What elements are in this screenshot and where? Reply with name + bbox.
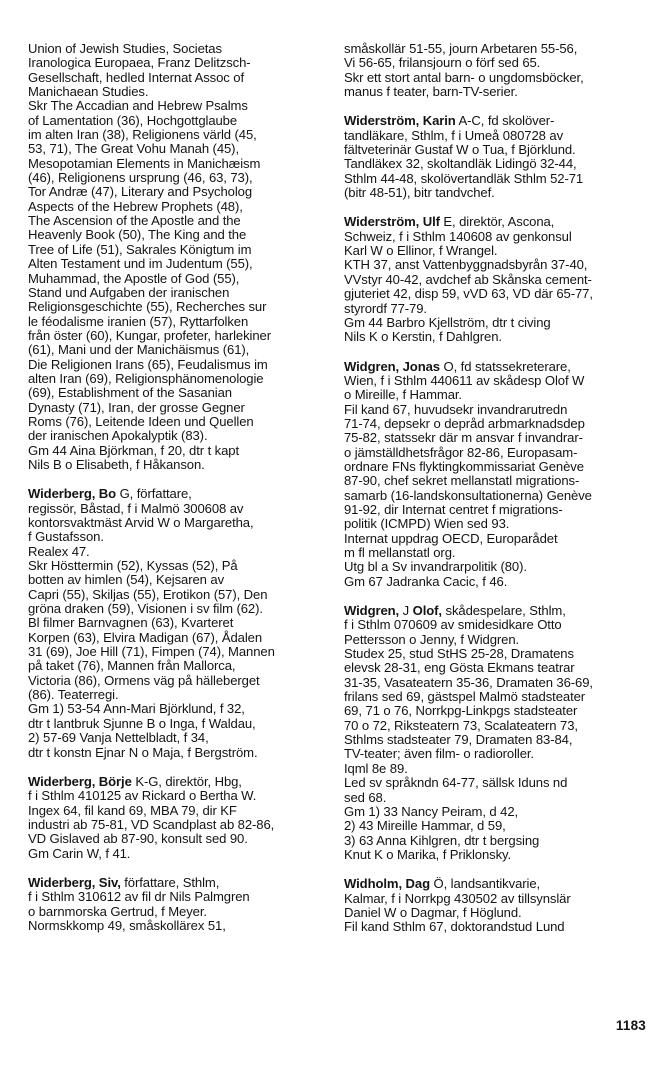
text-line: Bl filmer Barnvagnen (63), Kvarteret xyxy=(28,615,234,631)
text-line: 91-92, dir Internat centret f migrations- xyxy=(344,501,563,517)
text-line: le féodalisme iranien (57), Ryttarfolken xyxy=(28,313,249,329)
text-line: f Gustafsson. xyxy=(28,529,104,545)
entry-heading-line xyxy=(344,215,656,229)
entry-widgren-jonas xyxy=(344,360,656,590)
right-column xyxy=(344,42,656,950)
text-line: Nils B o Elisabeth, f Håkanson. xyxy=(28,456,205,472)
entry-name: Widerberg, Siv, xyxy=(28,874,121,890)
text-line: 75-82, statssekr där m ansvar f invandrar- xyxy=(344,430,583,446)
text-line: gjuteriet 42, disp 59, vVD 63, VD där 65-77, xyxy=(344,286,593,302)
text-line: Gm 1) 53-54 Ann-Mari Björklund, f 32, xyxy=(28,701,245,717)
text-line: o barnmorska Gertrud, f Meyer. xyxy=(28,903,207,919)
text-line: frilans sed 69, gästspel Malmö stadsteater xyxy=(344,689,586,705)
text-line: politik (ICMPD) Wien sed 93. xyxy=(344,516,510,532)
entry-widerstrom-ulf xyxy=(344,215,656,344)
text-line: elevsk 28-31, eng Gösta Ekmans teatrar xyxy=(344,660,575,676)
text-line: gröna draken (59), Visionen i sv film (62). xyxy=(28,601,263,617)
text-line: Kalmar, f i Norrkpg 430502 av tillsynslär xyxy=(344,890,571,906)
entry-widerberg-siv xyxy=(28,876,328,933)
text-line: sed 68. xyxy=(344,789,387,805)
text-line: Skr The Accadian and Hebrew Psalms xyxy=(28,98,248,114)
text-line: Roms (76), Leitende Ideen und Quellen xyxy=(28,413,254,429)
text-line: Skr Hösttermin (52), Kyssas (52), På xyxy=(28,558,238,574)
entry-heading-line xyxy=(344,877,656,891)
text-line: Stand und Aufgaben der iranischen xyxy=(28,284,230,300)
text-line: dtr t konstn Ejnar N o Maja, f Bergström. xyxy=(28,744,258,760)
text-line: 2) 43 Mireille Hammar, d 59, xyxy=(344,818,506,834)
text-line: f i Sthlm 410125 av Rickard o Bertha W. xyxy=(28,788,257,804)
entry-widerberg-bo xyxy=(28,487,328,760)
text-line: 31 (69), Joe Hill (71), Fimpen (74), Mannen xyxy=(28,644,275,660)
text-line: Gm 44 Barbro Kjellström, dtr t civing xyxy=(344,314,551,330)
text-line: 87-90, chef sekret mellanstatl migrations- xyxy=(344,473,580,489)
text-line: Wien, f i Sthlm 440611 av skådesp Olof W xyxy=(344,372,585,388)
text-line: Vi 56-65, frilansjourn o förf sed 65. xyxy=(344,55,541,71)
text-line: Iranologica Europaea, Franz Delitzsch- xyxy=(28,55,251,71)
text-line: 2) 57-69 Vanja Nettelbladt, f 34, xyxy=(28,730,209,746)
text-line: Sthlms stadsteater 79, Dramaten 83-84, xyxy=(344,732,573,748)
text-line: styrordf 77-79. xyxy=(344,300,427,316)
text-line: TV-teater; även film- o radioroller. xyxy=(344,746,534,762)
text-line: f i Sthlm 070609 av smidesidkare Otto xyxy=(344,617,562,633)
entry-initial: J xyxy=(399,603,413,619)
entry-widerberg-borje xyxy=(28,775,328,861)
entry-continuation-widengren xyxy=(28,42,328,472)
entry-name: Widerström, Ulf xyxy=(344,214,440,230)
text-line: på taket (76), Mannen från Mallorca, xyxy=(28,658,236,674)
text-line: samarb (16-landskonsultationerna) Genève xyxy=(344,487,592,503)
entry-heading-line xyxy=(344,114,656,128)
entry-widholm-dag xyxy=(344,877,656,934)
text-line: Realex 47. xyxy=(28,543,90,559)
text-line: ordnare FNs flyktingkommissariat Genève xyxy=(344,458,584,474)
entry-name: Widerberg, Börje xyxy=(28,773,132,789)
entry-title: skådespelare, Sthlm, xyxy=(441,603,566,619)
text-line: Victoria (86), Ormens väg på hälleberget xyxy=(28,672,260,688)
entry-title: författare, Sthlm, xyxy=(120,874,220,890)
entry-name: Widerström, Karin xyxy=(344,113,456,129)
text-line: Daniel W o Dagmar, f Höglund. xyxy=(344,904,522,920)
text-line: kontorsvaktmäst Arvid W o Margaretha, xyxy=(28,515,254,530)
text-line: Alten Testament und im Judentum (55), xyxy=(28,256,253,272)
text-line: Heavenly Book (50), The King and the xyxy=(28,227,247,243)
text-line: o jämställdhetsfrågor 82-86, Europasam- xyxy=(344,444,578,460)
text-line: Manichaean Studies. xyxy=(28,84,149,100)
text-line: Karl W o Ellinor, f Wrangel. xyxy=(344,243,498,259)
text-line: Pettersson o Jenny, f Widgren. xyxy=(344,631,520,647)
text-line: Knut K o Marika, f Priklonsky. xyxy=(344,846,512,862)
text-line: The Ascension of the Apostle and the xyxy=(28,213,241,229)
text-line: 69, 71 o 76, Norrkpg-Linkpgs stadsteater xyxy=(344,703,578,719)
text-line: Utg bl a Sv invandrarpolitik (80). xyxy=(344,559,527,575)
text-line: (bitr 48-51), bitr tandvchef. xyxy=(344,185,495,201)
entry-title: Ö, landsantikvarie, xyxy=(429,876,541,892)
text-line: Tree of Life (51), Sakrales Königtum im xyxy=(28,241,252,257)
text-line: Gm 1) 33 Nancy Peiram, d 42, xyxy=(344,803,519,819)
text-line: Gm Carin W, f 41. xyxy=(28,845,131,861)
text-line: Union of Jewish Studies, Societas xyxy=(28,41,222,56)
text-line: 53, 71), The Great Vohu Manah (45), xyxy=(28,141,239,157)
text-line: Gm 44 Aina Björkman, f 20, dtr t kapt xyxy=(28,442,239,458)
entry-name: Widholm, Dag xyxy=(344,876,430,892)
text-line: fältveterinär Gustaf W o Tua, f Björklund. xyxy=(344,142,576,158)
text-line: alten Iran (69), Religionsphänomenologie xyxy=(28,370,264,386)
text-line: (86). Teaterregi. xyxy=(28,687,119,703)
text-line: Ingex 64, fil kand 69, MBA 79, dir KF xyxy=(28,802,237,818)
entry-name: Olof, xyxy=(412,603,442,619)
text-line: småskollär 51-55, journ Arbetaren 55-56, xyxy=(344,41,578,56)
entry-heading-line xyxy=(28,487,328,501)
entry-continuation-widerberg-siv xyxy=(344,42,656,99)
text-line: Dynasty (71), Iran, der grosse Gegner xyxy=(28,399,245,415)
text-line: Capri (55), Skiljas (55), Erotikon (57), Den xyxy=(28,586,268,602)
text-line: 71-74, depsekr o depråd arbmarknadsdep xyxy=(344,415,585,431)
entry-title: E, direktör, Ascona, xyxy=(439,214,555,230)
text-line: m fl mellanstatl org. xyxy=(344,545,456,560)
text-line: (69), Establishment of the Sasanian xyxy=(28,385,232,401)
text-line: 3) 63 Anna Kihlgren, dtr t bergsing xyxy=(344,832,540,848)
text-line: f i Sthlm 310612 av fil dr Nils Palmgren xyxy=(28,889,250,905)
text-line: VD Gislaved ab 87-90, konsult sed 90. xyxy=(28,831,248,847)
text-line: Aspects of the Hebrew Prophets (48), xyxy=(28,198,243,214)
text-line: Nils K o Kerstin, f Dahlgren. xyxy=(344,329,502,345)
text-line: im alten Iran (38), Religionens värld (45, xyxy=(28,127,257,143)
text-line: Tor Andræ (47), Literary and Psycholog xyxy=(28,184,252,200)
text-line: Sthlm 44-48, skolövertandläk Sthlm 52-71 xyxy=(344,170,584,186)
entry-widerstrom-karin xyxy=(344,114,656,200)
page-number: 1183 xyxy=(615,1018,646,1033)
text-line: Religionsgeschichte (55), Recherches sur xyxy=(28,299,267,315)
text-line: Tandläkex 32, skoltandläk Lidingö 32-44, xyxy=(344,156,577,172)
text-line: VVstyr 40-42, avdchef ab Skånska cement- xyxy=(344,271,592,287)
entry-name: Widgren, Jonas xyxy=(344,358,440,374)
text-line: från öster (60), Kungar, profeter, harlekiner xyxy=(28,327,271,343)
text-line: Fil kand 67, huvudsekr invandrarutredn xyxy=(344,401,568,417)
entry-title: G, författare, xyxy=(116,486,192,502)
entry-title: A-C, fd skolöver- xyxy=(455,113,555,129)
text-line: (61), Mani und der Manichäismus (61), xyxy=(28,342,250,358)
entry-heading-line xyxy=(344,604,656,618)
text-line: (46), Religionens ursprung (46, 63, 73), xyxy=(28,170,253,186)
entry-heading-line xyxy=(344,360,656,374)
text-line: 70 o 72, Riksteatern 73, Scalateatern 73, xyxy=(344,717,578,733)
text-line: tandläkare, Sthlm, f i Umeå 080728 av xyxy=(344,127,564,143)
text-line: dtr t lantbruk Sjunne B o Inga, f Waldau, xyxy=(28,715,256,731)
entry-widgren-olof xyxy=(344,604,656,862)
entry-title: O, fd statssekreterare, xyxy=(439,358,571,374)
text-line: der iranischen Apokalyptik (83). xyxy=(28,428,208,444)
text-line: Gesellschaft, hedled Internat Assoc of xyxy=(28,69,245,85)
entry-surname: Widgren, xyxy=(344,603,400,619)
text-line: regissör, Båstad, f i Malmö 300608 av xyxy=(28,500,244,516)
text-line: botten av himlen (54), Kejsaren av xyxy=(28,572,225,588)
text-line: Schweiz, f i Sthlm 140608 av genkonsul xyxy=(344,228,572,244)
text-line: Led sv språkndn 64-77, sällsk Iduns nd xyxy=(344,775,568,791)
text-line: industri ab 75-81, VD Scandplast ab 82-86, xyxy=(28,816,275,832)
text-line: of Lamentation (36), Hochgottglaube xyxy=(28,112,238,128)
text-line: Internat uppdrag OECD, Europarådet xyxy=(344,530,558,546)
text-line: Gm 67 Jadranka Cacic, f 46. xyxy=(344,573,508,589)
text-line: 31-35, Vasateatern 35-36, Dramaten 36-69, xyxy=(344,674,593,690)
text-line: o Mireille, f Hammar. xyxy=(344,387,462,403)
entry-name: Widerberg, Bo xyxy=(28,486,117,502)
entry-title: K-G, direktör, Hbg, xyxy=(131,773,242,789)
text-line: Normskkomp 49, småskollärex 51, xyxy=(28,917,226,933)
entry-heading-line xyxy=(28,876,328,890)
entry-heading-line xyxy=(28,775,328,789)
text-line: Die Religionen Irans (65), Feudalismus im xyxy=(28,356,268,372)
text-line: Studex 25, stud StHS 25-28, Dramatens xyxy=(344,646,574,662)
text-line: Mesopotamian Elements in Manichæism xyxy=(28,155,261,171)
text-line: Fil kand Sthlm 67, doktorandstud Lund xyxy=(344,919,565,935)
text-line: manus f teater, barn-TV-serier. xyxy=(344,84,518,100)
text-line: Muhammad, the Apostle of God (55), xyxy=(28,270,240,286)
text-line: Korpen (63), Elvira Madigan (67), Ådalen xyxy=(28,629,262,645)
text-line: KTH 37, anst Vattenbyggnadsbyrån 37-40, xyxy=(344,257,588,273)
left-column xyxy=(28,42,328,948)
text-line: Skr ett stort antal barn- o ungdomsböcker, xyxy=(344,69,584,85)
text-line: Iqml 8e 89. xyxy=(344,760,408,776)
